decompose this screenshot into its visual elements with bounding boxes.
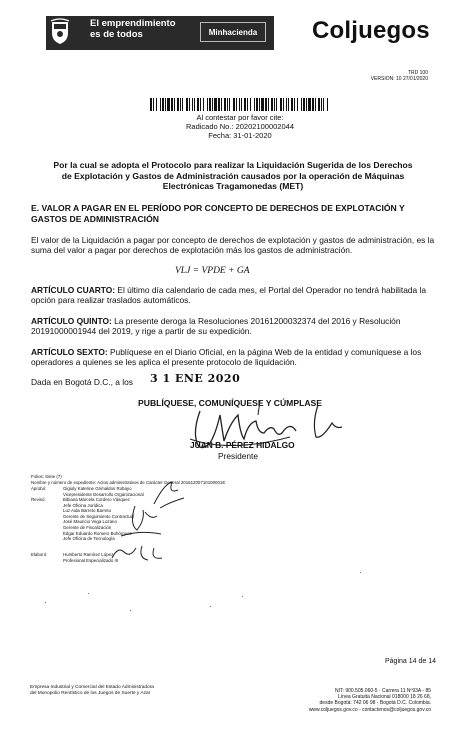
signer-role: Presidente: [218, 451, 259, 461]
article-label: ARTÍCULO QUINTO:: [31, 316, 112, 326]
section-paragraph: El valor de la Liquidación a pagar por concepto de derechos de explotación y gastos de administración, es la suma del valor a pagar por derechos de explotación más los gastos de administración.: [31, 235, 435, 256]
article-label: ARTÍCULO CUARTO:: [31, 285, 116, 295]
article-text: Publíquese en el Diario Oficial, en la página Web de la entidad y comuníquese a los operadores a quienes se les aplica el presente protocolo de liquidación.: [31, 347, 422, 368]
footer-nit-address: NIT: 900.505.060-5 · Carrera 11 Nº93A - 85: [335, 688, 431, 694]
preparer-role: Profesional Especializado III: [63, 557, 119, 563]
approved-label: Aprobó:: [31, 486, 47, 491]
preparer-name: Humberto Ramírez López: [63, 552, 114, 557]
handwritten-date: 3 1 ENE 2020: [150, 372, 241, 385]
citation-date: Fecha: 31-01-2020: [208, 130, 272, 140]
article-text: El último día calendario de cada mes, el Portal del Operador no tendrá habilitada la opción para realizar traslados automáticos.: [31, 285, 427, 306]
section-heading: E. VALOR A PAGAR EN EL PERÍODO POR CONCEPTO DE DERECHOS DE EXPLOTACIÓN Y GASTOS DE ADMINISTRACIÓN: [31, 203, 405, 224]
prepared-label: Elaboró:: [31, 552, 48, 557]
approver-name: Gigioly Katerine Grimaldos Robayo: [63, 486, 132, 491]
reviewer-name: Edgar Eduardo Romero Bohórquez: [63, 530, 132, 536]
footer-entity-line2: del Monopolio Rentístico de los Juegos de Suerte y Azar: [30, 691, 151, 696]
reviewer-role: Jefe Oficina de Tecnología: [63, 536, 115, 542]
footer-contact: [251, 688, 431, 713]
banner-slogan-line2: es de todos: [90, 29, 143, 40]
coljuegos-logo: Coljuegos: [312, 17, 430, 44]
folios-count: Folios: Siete (7): [31, 474, 62, 479]
resolution-title: Por la cual se adopta el Protocolo para realizar la Liquidación Sugerida de los Derechos de Explotación y Gastos de Administración causados por la operación de Máquinas Electrónicas Tragamonedas (MET): [53, 160, 413, 191]
banner-slogan-line1: El emprendimiento: [90, 18, 176, 29]
reviewer-name: Luz Aida Barreto Barreto: [63, 508, 112, 514]
footer-web-email: www.coljuegos.gov.co - contactenos@coljuegos.gov.co: [308, 706, 431, 713]
reviewed-label: Revisó:: [31, 497, 46, 502]
version-code: VERSION: 10 27/01/2020: [370, 76, 428, 82]
page-number: Página 14 de 14: [385, 658, 436, 665]
publication-order: PUBLÍQUESE, COMUNÍQUESE Y CÚMPLASE: [138, 398, 322, 408]
signer-name: JUAN B. PÉREZ HIDALGO: [190, 440, 295, 450]
reviewer-role: Gerente de Fiscalización: [63, 524, 112, 530]
reviewer-name: Bibiana Marcela Cordero Vásquez: [63, 497, 130, 502]
footer-bogota-phone: desde Bogotá: 742 06 98 - Bogotá D.C. Colombia.: [319, 700, 431, 707]
trd-code: TRD 100: [407, 70, 428, 76]
reviewer-name: José Mauricio Vega Lozano: [63, 519, 117, 525]
footer-entity: [30, 685, 210, 697]
radicado-number: Radicado No.: 20202100002044: [185, 121, 294, 131]
citation-instruction: Al contestar por favor cite:: [196, 113, 284, 122]
footer-entity-line1: Empresa Industrial y Comercial del Estado Administradora: [30, 685, 154, 690]
expediente-name: Nombre y número de expediente: Actos administrativos de Carácter General 20161200710100001E: [31, 479, 226, 485]
approver-role: Vicepresidente Desarrollo Organizacional: [63, 491, 144, 497]
reviewer-role: Jefe Oficina Jurídica: [63, 502, 103, 508]
liquidation-formula: VLJ = VPDE + GA: [175, 266, 250, 276]
footer-hotline: Línea Gratuita Nacional 018000 18 26 68,: [338, 694, 431, 701]
article-label: ARTÍCULO SEXTO:: [31, 347, 108, 357]
ministry-label: Minhacienda: [200, 22, 266, 42]
reviewer-role: Gerente de Seguimiento Contractual: [63, 513, 135, 519]
issue-place: Dada en Bogotá D.C., a los: [31, 377, 133, 387]
article-text: La presente deroga la Resoluciones 20161200032374 del 2016 y Resolución 20191000001944 del 2019, y rige a partir de su expedición.: [31, 316, 401, 337]
